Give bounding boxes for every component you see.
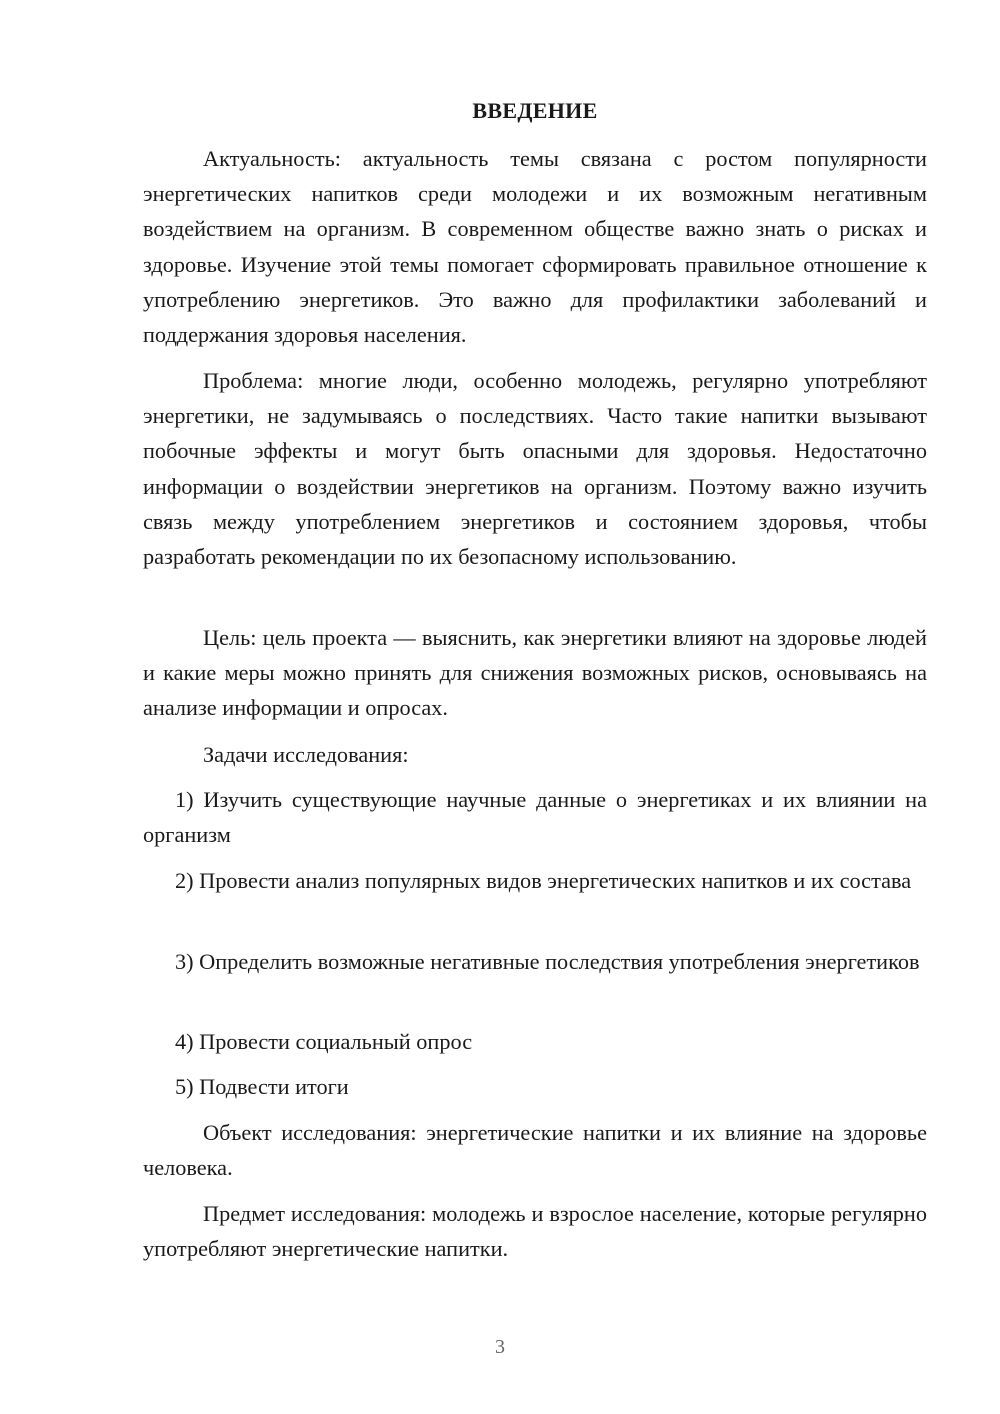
- page-title: ВВЕДЕНИЕ: [472, 98, 598, 123]
- goal-paragraph: Цель: цель проекта — выяснить, как энергетики влияют на здоровье людей и какие меры можно принять для снижения возможных рисков, основываясь на анализе информации и опросах.: [143, 625, 927, 721]
- task-item-5: 5) Подвести итоги: [175, 1074, 349, 1099]
- relevance-paragraph: Актуальность: актуальность темы связана с ростом популярности энергетических напитков среди молодежи и их возможным негативным воздействием на организм. В современном обществе важно знать о рисках и здоровье. Изучение этой темы помогает сформировать правильное отношение к употреблению энергетиков. Это важно для профилактики заболеваний и поддержания здоровья населения.: [143, 146, 927, 348]
- task-item-3: 3) Определить возможные негативные последствия употребления энергетиков: [175, 949, 920, 974]
- task-item-2: 2) Провести анализ популярных видов энергетических напитков и их состава: [175, 868, 912, 893]
- tasks-heading: Задачи исследования:: [203, 742, 409, 767]
- task-item-1: 1) Изучить существующие научные данные о энергетиках и их влиянии на организм: [143, 787, 927, 848]
- page-number: 3: [495, 1336, 505, 1358]
- subject-paragraph: Предмет исследования: молодежь и взрослое население, которые регулярно употребляют энергетические напитки.: [143, 1201, 927, 1262]
- task-item-4: 4) Провести социальный опрос: [175, 1029, 473, 1054]
- object-paragraph: Объект исследования: энергетические напитки и их влияние на здоровье человека.: [143, 1120, 927, 1181]
- problem-paragraph: Проблема: многие люди, особенно молодежь, регулярно употребляют энергетики, не задумываясь о последствиях. Часто такие напитки вызывают побочные эффекты и могут быть опасными для здоровья. Недостаточно информации о воздействии энергетиков на организм. Поэтому важно изучить связь между употреблением энергетиков и состоянием здоровья, чтобы разработать рекомендации по их безопасному использованию.: [143, 368, 927, 570]
